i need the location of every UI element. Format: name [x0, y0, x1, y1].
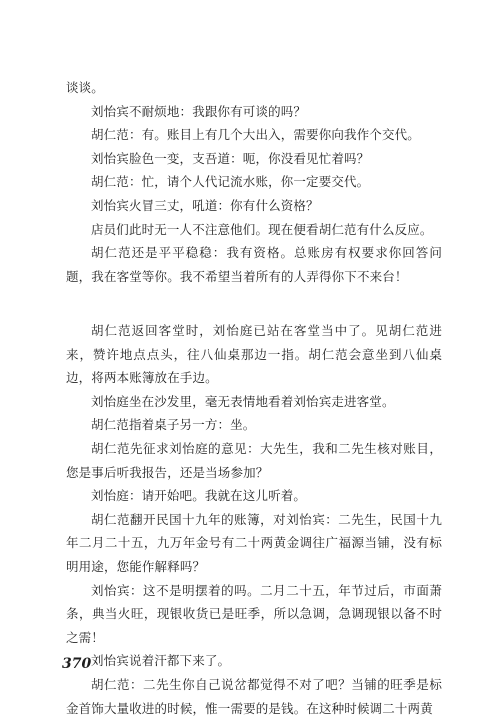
- paragraph: 胡仁范：二先生你自己说岔都觉得不对了吧？当铺的旺季是标金首饰大量收进的时候，惟一需要的是钱。在这种时候调二十两黄: [66, 676, 442, 716]
- paragraph: 胡仁范返回客堂时，刘怡庭已站在客堂当中了。见胡仁范进来，赞许地点点头，往八仙桌那边一指。胡仁范会意坐到八仙桌边，将两本账簿放在手边。: [66, 323, 442, 386]
- paragraph: 刘怡庭：请开始吧。我就在这儿听着。: [91, 488, 307, 504]
- paragraph: 刘怡宾脸色一变，支吾道：呃，你没看见忙着吗？: [91, 150, 370, 166]
- paragraph: 胡仁范先征求刘怡庭的意见：大先生，我和二先生核对账目，您是事后听我报告，还是当场参加？: [66, 440, 442, 480]
- paragraph: 胡仁范：忙，请个人代记流水账，你一定要交代。: [91, 174, 370, 190]
- paragraph: 胡仁范指着桌子另一方：坐。: [91, 417, 256, 433]
- page-number: 370: [62, 656, 92, 672]
- paragraph: 胡仁范翻开民国十九年的账簿，对刘怡宾：二先生，民国十九年二月二十五，九万年金号有二十两黄金调往广福源当铺，没有标明用途，您能作解释吗？: [66, 511, 442, 574]
- paragraph: 胡仁范：有。账目上有几个大出入，需要你向我作个交代。: [91, 127, 420, 143]
- text-block-lower: [66, 319, 442, 720]
- paragraph: 胡仁范还是平平稳稳：我有资格。总账房有权要求你回答问题，我在客堂等你。我不希望当着所有的人弄得你下不来台！: [66, 245, 442, 284]
- paragraph: 谈谈。: [66, 80, 104, 95]
- paragraph: 刘怡宾：这不是明摆着的吗。二月二十五，年节过后，市面萧条，典当火旺，现银收货已是旺季，所以急调，急调现银以备不时之需！: [66, 582, 442, 645]
- paragraph: 店员们此时无一人不注意他们。现在便看胡仁范有什么反应。: [91, 221, 433, 237]
- paragraph: 刘怡宾火冒三丈，吼道：你有什么资格？: [91, 197, 319, 213]
- paragraph: 刘怡宾不耐烦地：我跟你有可谈的吗？: [91, 103, 307, 119]
- paragraph: 刘怡宾说着汗都下来了。: [91, 653, 231, 669]
- text-block-upper: [66, 76, 442, 288]
- paragraph: 刘怡庭坐在沙发里，毫无表情地看着刘怡宾走进客堂。: [91, 393, 395, 409]
